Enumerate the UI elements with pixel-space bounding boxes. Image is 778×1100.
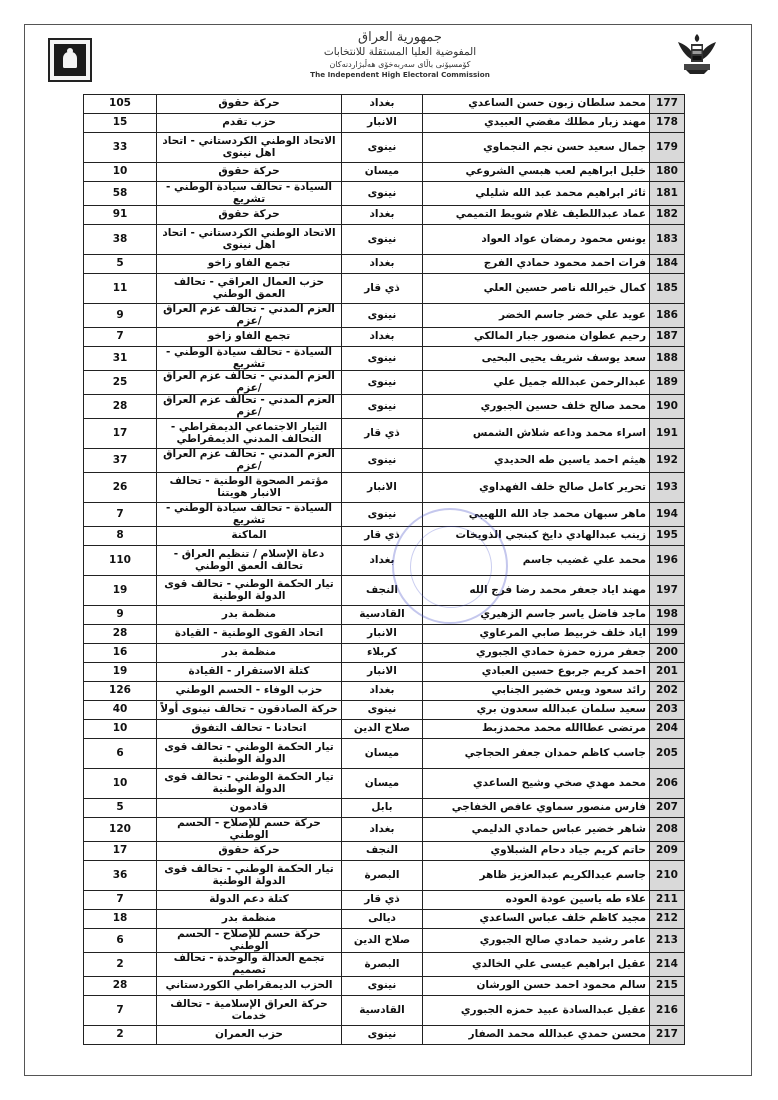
row-number-cell: 185 [650, 274, 685, 304]
candidate-name-cell: تحرير كامل صالح خلف الفهداوي [423, 473, 650, 503]
party-cell: دعاة الإسلام / تنظيم العراق - تحالف العمق الوطني [157, 546, 342, 576]
table-row [84, 701, 685, 720]
table-row [84, 1026, 685, 1045]
governorate-cell: النجف [342, 842, 423, 861]
votes-cell: 58 [84, 182, 157, 206]
party-cell: تجمع الفاو زاخو [157, 328, 342, 347]
row-number-cell: 213 [650, 929, 685, 953]
governorate-cell: البصرة [342, 953, 423, 977]
row-number-cell: 189 [650, 371, 685, 395]
row-number-cell: 191 [650, 419, 685, 449]
party-cell: اتحاد القوى الوطنية - القيادة [157, 625, 342, 644]
governorate-cell: صلاح الدين [342, 929, 423, 953]
governorate-cell: نينوى [342, 347, 423, 371]
party-cell: حركة حسم للإصلاح - الحسم الوطني [157, 929, 342, 953]
table-row [84, 395, 685, 419]
row-number-cell: 196 [650, 546, 685, 576]
votes-cell: 19 [84, 663, 157, 682]
votes-cell: 28 [84, 625, 157, 644]
table-row [84, 114, 685, 133]
votes-cell: 26 [84, 473, 157, 503]
table-row [84, 449, 685, 473]
table-row [84, 739, 685, 769]
votes-cell: 15 [84, 114, 157, 133]
votes-cell: 9 [84, 304, 157, 328]
governorate-cell: ذي قار [342, 527, 423, 546]
table-row [84, 546, 685, 576]
votes-cell: 91 [84, 206, 157, 225]
candidate-name-cell: يونس محمود رمضان عواد العواد [423, 225, 650, 255]
table-row [84, 503, 685, 527]
governorate-cell: الانبار [342, 473, 423, 503]
party-cell: السيادة - تحالف سيادة الوطني - تشريع [157, 182, 342, 206]
votes-cell: 7 [84, 328, 157, 347]
candidate-name-cell: رحيم عطوان منصور جبار المالكي [423, 328, 650, 347]
row-number-cell: 179 [650, 133, 685, 163]
row-number-cell: 209 [650, 842, 685, 861]
candidates-table-body [84, 95, 685, 1045]
governorate-cell: بغداد [342, 95, 423, 114]
table-row [84, 977, 685, 996]
party-cell: حزب تقدم [157, 114, 342, 133]
candidate-name-cell: رائد سعود ويس خضير الجنابي [423, 682, 650, 701]
governorate-cell: بغداد [342, 206, 423, 225]
party-cell: حركة الصادقون - تحالف نينوى أولاً [157, 701, 342, 720]
votes-cell: 33 [84, 133, 157, 163]
votes-cell: 5 [84, 255, 157, 274]
row-number-cell: 215 [650, 977, 685, 996]
row-number-cell: 193 [650, 473, 685, 503]
table-row [84, 606, 685, 625]
party-cell: قادمون [157, 799, 342, 818]
candidate-name-cell: ماجد فاضل ياسر جاسم الزهيري [423, 606, 650, 625]
party-cell: حركة حسم للإصلاح - الحسم الوطني [157, 818, 342, 842]
party-cell: التيار الاجتماعي الديمقراطي - التحالف المدني الديمقراطي [157, 419, 342, 449]
table-row [84, 891, 685, 910]
row-number-cell: 197 [650, 576, 685, 606]
table-row [84, 473, 685, 503]
candidate-name-cell: كمال خيرالله ناصر حسين العلي [423, 274, 650, 304]
party-cell: تجمع العدالة والوحدة - تحالف تصميم [157, 953, 342, 977]
governorate-cell: نينوى [342, 133, 423, 163]
candidate-name-cell: حاتم كريم جياد دحام الشبلاوي [423, 842, 650, 861]
party-cell: السيادة - تحالف سيادة الوطني - تشريع [157, 347, 342, 371]
votes-cell: 7 [84, 891, 157, 910]
party-cell: تجمع الفاو زاخو [157, 255, 342, 274]
table-row [84, 910, 685, 929]
votes-cell: 37 [84, 449, 157, 473]
ihec-logo [48, 38, 92, 82]
table-row [84, 682, 685, 701]
header-subtitle-ku: کۆمسیۆنی باڵای سەربەخۆی هەڵبژاردنەکان [329, 60, 471, 69]
table-row [84, 818, 685, 842]
candidate-name-cell: عماد عبداللطيف غلام شويط التميمي [423, 206, 650, 225]
candidate-name-cell: اياد خلف خربيط صابي المرعاوي [423, 625, 650, 644]
candidate-name-cell: مهند اياد جعفر محمد رضا فرج الله [423, 576, 650, 606]
governorate-cell: نينوى [342, 977, 423, 996]
table-row [84, 576, 685, 606]
table-row [84, 225, 685, 255]
party-cell: الاتحاد الوطني الكردستاني - اتحاد اهل نينوى [157, 133, 342, 163]
candidate-name-cell: عبدالرحمن عبدالله جميل علي [423, 371, 650, 395]
row-number-cell: 204 [650, 720, 685, 739]
row-number-cell: 198 [650, 606, 685, 625]
votes-cell: 10 [84, 163, 157, 182]
row-number-cell: 190 [650, 395, 685, 419]
row-number-cell: 194 [650, 503, 685, 527]
row-number-cell: 206 [650, 769, 685, 799]
table-row [84, 861, 685, 891]
governorate-cell: بغداد [342, 255, 423, 274]
candidates-table [83, 94, 685, 1045]
party-cell: حركة حقوق [157, 163, 342, 182]
candidate-name-cell: زينب عبدالهادي دايخ كبنجي الذويخات [423, 527, 650, 546]
candidate-name-cell: علاء طه ياسين عودة العوده [423, 891, 650, 910]
party-cell: مؤتمر الصحوة الوطنية - تحالف الانبار هويتنا [157, 473, 342, 503]
row-number-cell: 210 [650, 861, 685, 891]
governorate-cell: ذي قار [342, 419, 423, 449]
votes-cell: 28 [84, 395, 157, 419]
candidate-name-cell: عامر رشيد حمادي صالح الجبوري [423, 929, 650, 953]
governorate-cell: النجف [342, 576, 423, 606]
candidate-name-cell: عقيل ابراهيم عيسى علي الخالدي [423, 953, 650, 977]
party-cell: العزم المدني - تحالف عزم العراق /عزم [157, 304, 342, 328]
votes-cell: 120 [84, 818, 157, 842]
votes-cell: 2 [84, 1026, 157, 1045]
votes-cell: 31 [84, 347, 157, 371]
candidate-name-cell: شاهر خضير عباس حمادي الدليمي [423, 818, 650, 842]
row-number-cell: 205 [650, 739, 685, 769]
votes-cell: 6 [84, 739, 157, 769]
candidate-name-cell: احمد كريم جربوع حسين العبادي [423, 663, 650, 682]
row-number-cell: 200 [650, 644, 685, 663]
header-subtitle-en: The Independent High Electoral Commission [310, 70, 490, 79]
votes-cell: 7 [84, 996, 157, 1026]
row-number-cell: 207 [650, 799, 685, 818]
table-row [84, 644, 685, 663]
votes-cell: 18 [84, 910, 157, 929]
candidate-name-cell: فرات احمد محمود حمادي الفرج [423, 255, 650, 274]
governorate-cell: ديالى [342, 910, 423, 929]
party-cell: حركة حقوق [157, 206, 342, 225]
party-cell: العزم المدني - تحالف عزم العراق /عزم [157, 371, 342, 395]
governorate-cell: بغداد [342, 328, 423, 347]
party-cell: اتحادنا - تحالف التفوق [157, 720, 342, 739]
ballot-box-icon [54, 44, 86, 76]
candidate-name-cell: ثائر ابراهيم محمد عبد الله شليلي [423, 182, 650, 206]
row-number-cell: 177 [650, 95, 685, 114]
governorate-cell: ميسان [342, 163, 423, 182]
votes-cell: 19 [84, 576, 157, 606]
table-row [84, 625, 685, 644]
votes-cell: 40 [84, 701, 157, 720]
candidate-name-cell: سعيد سلمان عبدالله سعدون بري [423, 701, 650, 720]
party-cell: الاتحاد الوطني الكردستاني - اتحاد اهل نينوى [157, 225, 342, 255]
party-cell: العزم المدني - تحالف عزم العراق /عزم [157, 449, 342, 473]
votes-cell: 126 [84, 682, 157, 701]
votes-cell: 38 [84, 225, 157, 255]
votes-cell: 28 [84, 977, 157, 996]
governorate-cell: بابل [342, 799, 423, 818]
table-row [84, 206, 685, 225]
candidate-name-cell: مجيد كاظم خلف عباس الساعدي [423, 910, 650, 929]
table-row [84, 95, 685, 114]
party-cell: العزم المدني - تحالف عزم العراق /عزم [157, 395, 342, 419]
governorate-cell: بغداد [342, 818, 423, 842]
table-row [84, 255, 685, 274]
candidate-name-cell: هيثم احمد ياسين طه الحديدي [423, 449, 650, 473]
governorate-cell: كربلاء [342, 644, 423, 663]
votes-cell: 7 [84, 503, 157, 527]
party-cell: منظمة بدر [157, 644, 342, 663]
party-cell: منظمة بدر [157, 606, 342, 625]
candidate-name-cell: مرتضى عطاالله محمد محمدزبط [423, 720, 650, 739]
candidate-name-cell: محمد صالح خلف حسين الجبوري [423, 395, 650, 419]
candidate-name-cell: جاسب كاظم حمدان جعفر الحجاجي [423, 739, 650, 769]
votes-cell: 25 [84, 371, 157, 395]
governorate-cell: نينوى [342, 182, 423, 206]
table-row [84, 182, 685, 206]
row-number-cell: 208 [650, 818, 685, 842]
header-title: جمهورية العراق [358, 30, 442, 45]
party-cell: تيار الحكمة الوطني - تحالف قوى الدولة الوطنية [157, 576, 342, 606]
row-number-cell: 216 [650, 996, 685, 1026]
governorate-cell: ذي قار [342, 891, 423, 910]
header-text [300, 30, 500, 80]
candidate-name-cell: عويد علي خضر جاسم الخضر [423, 304, 650, 328]
party-cell: حزب العمران [157, 1026, 342, 1045]
party-cell: حركة حقوق [157, 842, 342, 861]
candidate-name-cell: مهند زبار مطلك مفضي العبيدي [423, 114, 650, 133]
party-cell: كتلة دعم الدولة [157, 891, 342, 910]
row-number-cell: 201 [650, 663, 685, 682]
candidate-name-cell: سعد يوسف شريف يحيى البحيى [423, 347, 650, 371]
candidate-name-cell: محمد سلطان زبون حسن الساعدي [423, 95, 650, 114]
votes-cell: 16 [84, 644, 157, 663]
party-cell: حركة حقوق [157, 95, 342, 114]
governorate-cell: الانبار [342, 663, 423, 682]
candidate-name-cell: جمال سعيد حسن نجم النجماوي [423, 133, 650, 163]
table-row [84, 419, 685, 449]
governorate-cell: ميسان [342, 739, 423, 769]
row-number-cell: 181 [650, 182, 685, 206]
table-row [84, 304, 685, 328]
table-row [84, 163, 685, 182]
governorate-cell: نينوى [342, 395, 423, 419]
row-number-cell: 192 [650, 449, 685, 473]
party-cell: حزب العمال العراقي - تحالف العمق الوطني [157, 274, 342, 304]
votes-cell: 10 [84, 769, 157, 799]
governorate-cell: القادسية [342, 996, 423, 1026]
table-row [84, 371, 685, 395]
party-cell: تيار الحكمة الوطني - تحالف قوى الدولة الوطنية [157, 861, 342, 891]
governorate-cell: البصرة [342, 861, 423, 891]
party-cell: تيار الحكمة الوطني - تحالف قوى الدولة الوطنية [157, 739, 342, 769]
governorate-cell: بغداد [342, 546, 423, 576]
table-row [84, 720, 685, 739]
party-cell: حركة العراق الإسلامية - تحالف خدمات [157, 996, 342, 1026]
governorate-cell: بغداد [342, 682, 423, 701]
table-row [84, 347, 685, 371]
table-row [84, 842, 685, 861]
row-number-cell: 183 [650, 225, 685, 255]
candidate-name-cell: اسراء محمد وداعه شلاش الشمس [423, 419, 650, 449]
votes-cell: 10 [84, 720, 157, 739]
candidate-name-cell: محمد علي غضيب جاسم [423, 546, 650, 576]
table-row [84, 953, 685, 977]
row-number-cell: 195 [650, 527, 685, 546]
governorate-cell: نينوى [342, 449, 423, 473]
iraq-eagle-emblem-icon [674, 30, 720, 76]
votes-cell: 17 [84, 419, 157, 449]
votes-cell: 36 [84, 861, 157, 891]
row-number-cell: 203 [650, 701, 685, 720]
votes-cell: 110 [84, 546, 157, 576]
votes-cell: 105 [84, 95, 157, 114]
party-cell: الحزب الديمقراطي الكوردستاني [157, 977, 342, 996]
governorate-cell: نينوى [342, 371, 423, 395]
governorate-cell: ذي قار [342, 274, 423, 304]
header-subtitle-ar: المفوضية العليا المستقلة للانتخابات [323, 46, 477, 58]
party-cell: تيار الحكمة الوطني - تحالف قوى الدولة الوطنية [157, 769, 342, 799]
candidate-name-cell: جعفر مرزه حمزة حمادي الجبوري [423, 644, 650, 663]
votes-cell: 6 [84, 929, 157, 953]
governorate-cell: نينوى [342, 1026, 423, 1045]
table-row [84, 328, 685, 347]
row-number-cell: 188 [650, 347, 685, 371]
candidate-name-cell: عقيل عبدالسادة عبيد حمزه الجبوري [423, 996, 650, 1026]
row-number-cell: 212 [650, 910, 685, 929]
governorate-cell: الانبار [342, 625, 423, 644]
votes-cell: 8 [84, 527, 157, 546]
table-row [84, 799, 685, 818]
governorate-cell: الانبار [342, 114, 423, 133]
table-row [84, 769, 685, 799]
row-number-cell: 178 [650, 114, 685, 133]
row-number-cell: 186 [650, 304, 685, 328]
table-row [84, 996, 685, 1026]
governorate-cell: نينوى [342, 503, 423, 527]
party-cell: الماكنة [157, 527, 342, 546]
governorate-cell: صلاح الدين [342, 720, 423, 739]
votes-cell: 11 [84, 274, 157, 304]
governorate-cell: نينوى [342, 304, 423, 328]
party-cell: حزب الوفاء - الحسم الوطني [157, 682, 342, 701]
candidate-name-cell: فارس منصور سماوي عافص الخفاجي [423, 799, 650, 818]
row-number-cell: 211 [650, 891, 685, 910]
candidate-name-cell: محمد مهدي صخي وشيح الساعدي [423, 769, 650, 799]
party-cell: السيادة - تحالف سيادة الوطني - تشريع [157, 503, 342, 527]
votes-cell: 2 [84, 953, 157, 977]
table-row [84, 527, 685, 546]
row-number-cell: 187 [650, 328, 685, 347]
candidate-name-cell: سالم محمود احمد حسن الورشان [423, 977, 650, 996]
votes-cell: 17 [84, 842, 157, 861]
governorate-cell: ميسان [342, 769, 423, 799]
votes-cell: 9 [84, 606, 157, 625]
row-number-cell: 180 [650, 163, 685, 182]
governorate-cell: نينوى [342, 701, 423, 720]
table-row [84, 133, 685, 163]
table-row [84, 663, 685, 682]
party-cell: كتلة الاستقرار - القيادة [157, 663, 342, 682]
candidate-name-cell: ماهر سبهان محمد جاد الله اللهيبي [423, 503, 650, 527]
row-number-cell: 214 [650, 953, 685, 977]
table-row [84, 929, 685, 953]
row-number-cell: 217 [650, 1026, 685, 1045]
votes-cell: 5 [84, 799, 157, 818]
row-number-cell: 182 [650, 206, 685, 225]
party-cell: منظمة بدر [157, 910, 342, 929]
governorate-cell: نينوى [342, 225, 423, 255]
table-row [84, 274, 685, 304]
candidate-name-cell: محسن حمدي عبدالله محمد الصفار [423, 1026, 650, 1045]
governorate-cell: القادسية [342, 606, 423, 625]
row-number-cell: 184 [650, 255, 685, 274]
row-number-cell: 199 [650, 625, 685, 644]
candidate-name-cell: خليل ابراهيم لعب هبسي الشروعي [423, 163, 650, 182]
row-number-cell: 202 [650, 682, 685, 701]
candidate-name-cell: جاسم عبدالكريم عبدالعزيز ظاهر [423, 861, 650, 891]
